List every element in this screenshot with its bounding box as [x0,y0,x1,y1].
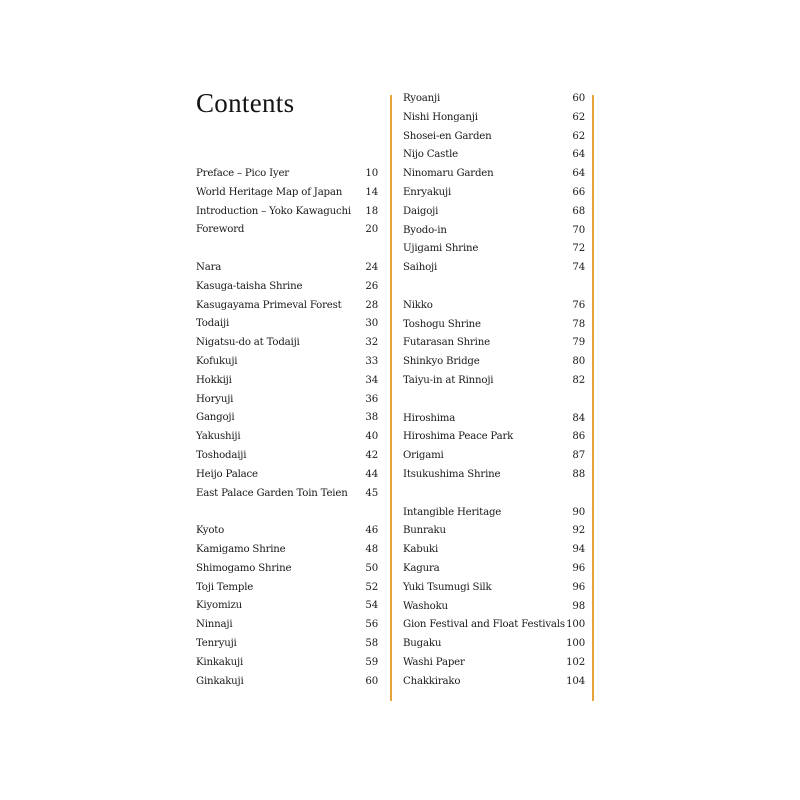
toc-entry-title: Daigoji [403,205,439,217]
toc-entry[interactable] [403,316,585,335]
toc-entry-page-number: 33 [365,355,378,367]
toc-entry-title: Toshogu Shrine [403,318,481,330]
toc-entry-page-number: 20 [365,224,378,236]
toc-entry-page-number: 30 [365,318,378,330]
toc-entry[interactable] [196,616,378,635]
toc-entry[interactable] [196,221,378,240]
toc-entry[interactable] [403,90,585,109]
toc-entry[interactable] [196,165,378,184]
toc-entry[interactable] [196,315,378,334]
toc-entry-title: Nijo Castle [403,149,458,161]
toc-entry-title: Washi Paper [403,656,465,668]
toc-entry-page-number: 80 [572,356,585,368]
toc-entry[interactable] [403,146,585,165]
toc-entry-title: Washoku [403,600,448,612]
section-spacer [196,503,378,522]
toc-entry-title: Gion Festival and Float Festivals [403,619,565,631]
toc-entry-page-number: 34 [365,374,378,386]
toc-entry-title: Kinkakuji [196,656,244,668]
toc-entry-page-number: 14 [365,186,378,198]
toc-entry-page-number: 40 [365,431,378,443]
toc-entry-page-number: 44 [365,468,378,480]
toc-entry-page-number: 10 [365,168,378,179]
toc-entry-title: Ryoanji [403,93,441,104]
toc-entry[interactable] [403,654,585,673]
toc-entry-title: Bunraku [403,525,446,537]
toc-entry-title: Intangible Heritage [403,506,502,518]
toc-entry-title: Introduction – Yoko Kawaguchi [196,205,351,217]
toc-entry[interactable] [403,428,585,447]
toc-entry[interactable] [196,485,378,504]
toc-entry[interactable] [403,128,585,147]
toc-entry-title: Nara [196,261,222,273]
toc-entry[interactable] [196,673,378,692]
toc-entry-page-number: 28 [365,299,378,311]
toc-entry-page-number: 62 [572,111,585,123]
toc-entry-page-number: 59 [365,656,378,668]
toc-entry-title: Kabuki [403,544,438,556]
toc-entry-page-number: 87 [572,450,585,462]
section-spacer [403,278,585,297]
section-spacer [403,485,585,504]
toc-left-column [196,165,378,691]
toc-entry-page-number: 72 [572,243,585,255]
toc-entry[interactable] [196,522,378,541]
toc-entry-page-number: 94 [572,544,585,556]
toc-entry-title: Toshodaiji [196,449,247,461]
toc-entry[interactable] [196,447,378,466]
toc-entry-title: Bugaku [403,638,442,650]
toc-entry-page-number: 26 [365,280,378,292]
toc-entry-page-number: 82 [572,374,585,386]
toc-entry[interactable] [403,222,585,241]
toc-entry-title: Shinkyo Bridge [403,356,480,368]
toc-entry-page-number: 100 [566,638,585,650]
toc-entry-title: Heijo Palace [196,468,258,480]
toc-entry-page-number: 100 [566,619,585,631]
toc-entry[interactable] [403,466,585,485]
toc-entry-page-number: 24 [365,261,378,273]
toc-entry-page-number: 56 [365,619,378,631]
toc-entry-page-number: 68 [572,205,585,217]
toc-entry-title: Hiroshima Peace Park [403,431,514,443]
toc-entry[interactable] [403,259,585,278]
toc-entry[interactable] [403,109,585,128]
toc-entry[interactable] [196,297,378,316]
toc-entry[interactable] [196,203,378,222]
toc-entry-title: Todaiji [196,318,230,330]
toc-entry-title: Ginkakuji [196,675,244,687]
toc-entry[interactable] [196,466,378,485]
section-spacer [196,240,378,259]
toc-entry-title: Hokkiji [196,374,232,386]
toc-entry[interactable] [403,598,585,617]
toc-entry-page-number: 32 [365,337,378,349]
toc-entry-page-number: 70 [572,224,585,236]
toc-entry-title: World Heritage Map of Japan [196,186,343,198]
toc-entry-page-number: 54 [365,600,378,612]
toc-entry-title: Saihoji [403,262,438,274]
toc-entry-page-number: 86 [572,431,585,443]
toc-entry-title: Shimogamo Shrine [196,562,292,574]
toc-entry[interactable] [196,334,378,353]
toc-entry-title: Preface – Pico Iyer [196,168,289,179]
toc-entry-page-number: 79 [572,337,585,349]
toc-entry[interactable] [196,259,378,278]
toc-entry-title: Horyuji [196,393,234,405]
toc-entry-title: Byodo-in [403,224,447,236]
toc-entry[interactable] [196,409,378,428]
toc-entry-page-number: 64 [572,168,585,180]
toc-entry[interactable] [196,541,378,560]
toc-entry-page-number: 38 [365,412,378,424]
toc-entry-page-number: 92 [572,525,585,537]
toc-entry[interactable] [196,391,378,410]
toc-entry-page-number: 52 [365,581,378,593]
toc-entry-page-number: 76 [572,299,585,311]
toc-entry-page-number: 96 [572,562,585,574]
toc-entry-title: Futarasan Shrine [403,337,490,349]
toc-entry[interactable] [403,165,585,184]
toc-entry-title: Nishi Honganji [403,111,478,123]
toc-entry[interactable] [403,522,585,541]
toc-entry-title: Gangoji [196,412,235,424]
toc-entry-title: Chakkirako [403,675,461,687]
toc-entry-title: Kasugayama Primeval Forest [196,299,342,311]
toc-entry-title: Kamigamo Shrine [196,543,286,555]
toc-entry-page-number: 62 [572,130,585,142]
toc-entry-page-number: 90 [572,506,585,518]
toc-right-column [403,90,585,692]
toc-entry[interactable] [403,447,585,466]
toc-entry-title: Toji Temple [196,581,254,593]
toc-entry-title: Kofukuji [196,355,238,367]
toc-entry-title: Origami [403,450,444,462]
toc-entry-page-number: 46 [365,525,378,537]
toc-entry-title: Yuki Tsumugi Silk [403,581,492,593]
toc-entry[interactable] [403,560,585,579]
toc-entry[interactable] [196,428,378,447]
toc-entry[interactable] [403,616,585,635]
toc-entry-title: Foreword [196,224,245,236]
toc-entry-page-number: 18 [365,205,378,217]
toc-entry-page-number: 60 [572,93,585,104]
toc-entry-page-number: 78 [572,318,585,330]
toc-entry-title: Shosei-en Garden [403,130,492,142]
toc-entry-page-number: 102 [566,656,585,668]
toc-entry-page-number: 50 [365,562,378,574]
toc-entry-title: Kagura [403,562,440,574]
toc-entry-title: Hiroshima [403,412,456,424]
toc-entry[interactable] [196,372,378,391]
toc-entry-title: Nikko [403,299,433,311]
toc-entry[interactable] [196,579,378,598]
toc-entry-title: Ninnaji [196,619,233,631]
toc-entry[interactable] [403,673,585,692]
toc-entry-page-number: 88 [572,468,585,480]
toc-entry-page-number: 74 [572,262,585,274]
toc-entry-page-number: 45 [365,487,378,499]
toc-entry[interactable] [403,504,585,523]
column-divider [390,95,392,701]
toc-entry-page-number: 66 [572,186,585,198]
toc-entry-title: Nigatsu-do at Todaiji [196,337,300,349]
toc-entry[interactable] [403,334,585,353]
toc-entry[interactable] [403,635,585,654]
toc-entry[interactable] [403,203,585,222]
toc-entry-page-number: 48 [365,543,378,555]
toc-entry[interactable] [196,184,378,203]
toc-entry[interactable] [403,297,585,316]
toc-entry-page-number: 64 [572,149,585,161]
toc-entry-page-number: 98 [572,600,585,612]
toc-entry-title: Yakushiji [196,431,241,443]
toc-entry-page-number: 104 [566,675,585,687]
toc-entry-title: East Palace Garden Toin Teien [196,487,348,499]
toc-entry-page-number: 60 [365,675,378,687]
toc-entry[interactable] [403,372,585,391]
toc-entry-title: Kiyomizu [196,600,243,612]
section-spacer [403,391,585,410]
toc-entry[interactable] [403,240,585,259]
page-edge-rule [592,95,594,701]
toc-entry-title: Itsukushima Shrine [403,468,501,480]
toc-entry-page-number: 42 [365,449,378,461]
toc-entry-page-number: 36 [365,393,378,405]
toc-entry[interactable] [403,579,585,598]
toc-entry-page-number: 58 [365,637,378,649]
page-title: Contents [196,88,295,118]
toc-entry[interactable] [196,560,378,579]
toc-entry[interactable] [196,278,378,297]
toc-entry-page-number: 96 [572,581,585,593]
toc-entry-title: Ninomaru Garden [403,168,494,180]
toc-entry[interactable] [403,353,585,372]
toc-entry-title: Ujigami Shrine [403,243,479,255]
toc-entry[interactable] [403,410,585,429]
toc-entry-title: Kasuga-taisha Shrine [196,280,303,292]
toc-entry[interactable] [403,541,585,560]
toc-entry-title: Taiyu-in at Rinnoji [403,374,494,386]
toc-entry-title: Tenryuji [196,637,237,649]
toc-entry[interactable] [196,654,378,673]
toc-entry[interactable] [403,184,585,203]
toc-entry[interactable] [196,353,378,372]
toc-entry[interactable] [196,597,378,616]
toc-entry-title: Enryakuji [403,186,452,198]
toc-entry-page-number: 84 [572,412,585,424]
toc-entry[interactable] [196,635,378,654]
toc-entry-title: Kyoto [196,525,225,537]
